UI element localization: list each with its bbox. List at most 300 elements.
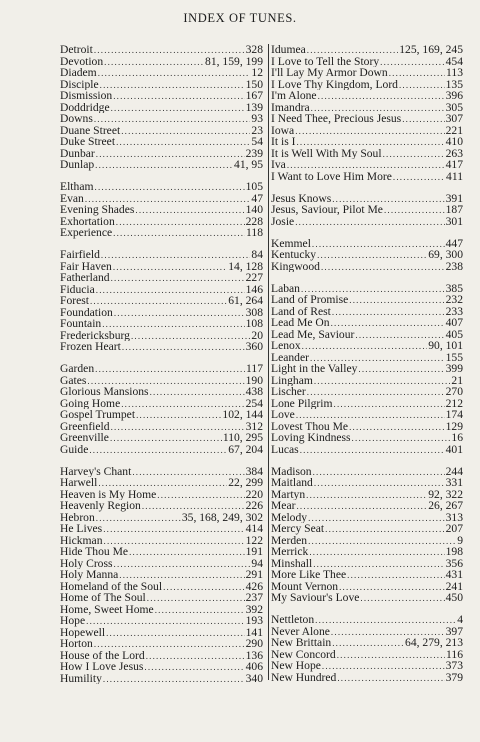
page-numbers: 67, 204 — [228, 443, 263, 456]
dot-leader — [331, 627, 445, 638]
dot-leader — [150, 387, 245, 398]
tune-name: Fredericksburg — [60, 329, 130, 342]
dot-leader — [103, 524, 244, 535]
index-entry — [271, 193, 463, 205]
index-entry — [60, 56, 263, 68]
page-numbers: 92, 322 — [428, 488, 463, 501]
dot-leader — [114, 559, 251, 570]
tune-name: Lone Pilgrim — [271, 397, 333, 410]
page-numbers: 41, 95 — [234, 159, 263, 171]
index-entry — [60, 249, 263, 261]
index-entry — [271, 306, 463, 318]
index-entry — [60, 90, 263, 102]
index-entry — [60, 398, 263, 410]
page-numbers: 191 — [245, 546, 263, 558]
tune-name: Exhortation — [60, 215, 115, 228]
page-numbers: 125, 169, 245 — [399, 44, 463, 56]
dot-leader — [337, 650, 445, 661]
index-entry — [271, 592, 463, 604]
page-numbers: 411 — [446, 170, 463, 182]
page-numbers: 228 — [245, 215, 263, 228]
tune-name: Laban — [271, 282, 300, 295]
tune-name: Forest — [60, 295, 89, 307]
dot-leader — [86, 616, 244, 627]
index-entry — [60, 409, 263, 421]
page-numbers: 379 — [445, 671, 463, 684]
index-entry — [60, 444, 263, 456]
page-numbers: 21 — [451, 374, 463, 387]
page-numbers: 14, 128 — [228, 260, 263, 273]
dot-leader — [101, 250, 250, 261]
index-entry — [271, 546, 463, 558]
tune-name: Iowa — [271, 124, 295, 136]
dot-leader — [95, 160, 233, 171]
index-entry — [271, 136, 463, 148]
page-numbers: 47 — [251, 192, 263, 205]
page-numbers: 20 — [251, 329, 263, 342]
page-numbers: 94 — [251, 557, 263, 570]
page-numbers: 93 — [251, 113, 263, 125]
dot-leader — [113, 228, 245, 239]
index-entry — [271, 352, 463, 364]
dot-leader — [317, 250, 427, 261]
page-numbers: 23 — [251, 124, 263, 136]
page-numbers: 450 — [445, 592, 463, 604]
tune-name: Holy Manna — [60, 569, 119, 581]
page-numbers: 241 — [445, 580, 463, 593]
index-letter-group — [269, 466, 463, 604]
dot-leader — [384, 205, 445, 216]
tune-name: Greenfield — [60, 420, 110, 433]
tune-name: Iva — [271, 159, 286, 171]
dot-leader — [96, 513, 181, 524]
dot-leader — [142, 501, 245, 512]
tune-name: It is Well With My Soul — [271, 147, 382, 159]
dot-leader — [347, 570, 444, 581]
tune-name: Merden — [271, 534, 308, 547]
page-numbers: 232 — [445, 294, 463, 306]
tune-name: Land of Rest — [271, 305, 331, 318]
page-numbers: 9 — [457, 534, 463, 547]
index-letter-group — [60, 466, 263, 685]
page-numbers: 233 — [445, 305, 463, 318]
dot-leader — [318, 91, 445, 102]
tune-name: Foundation — [60, 306, 113, 319]
tune-name: I Love Thy Kingdom, Lord — [271, 78, 398, 90]
index-entry — [60, 363, 263, 375]
index-entry — [60, 193, 263, 205]
tune-name: Harvey's Chant — [60, 465, 132, 478]
tune-name: Disciple — [60, 78, 99, 90]
tune-name: Dunbar — [60, 147, 95, 159]
tune-name: Fountain — [60, 318, 102, 330]
dot-leader — [136, 410, 221, 421]
index-entry — [271, 148, 463, 160]
dot-leader — [96, 285, 245, 296]
page-numbers: 397 — [445, 625, 463, 638]
tune-name: Duke Street — [60, 136, 116, 148]
tune-name: More Like Thee — [271, 569, 347, 581]
dot-leader — [360, 593, 444, 604]
dot-leader — [337, 673, 444, 684]
dot-leader — [322, 661, 445, 672]
tune-name: Hopewell — [60, 626, 106, 639]
tune-name: Devotion — [60, 55, 104, 67]
tune-name: Fairfield — [60, 249, 100, 261]
tune-name: Light in the Valley — [271, 363, 358, 375]
dot-leader — [310, 353, 445, 364]
tune-name: Humility — [60, 672, 102, 685]
page-numbers: 12 — [251, 67, 263, 79]
dot-leader — [104, 536, 245, 547]
tune-name: I Want to Love Him More — [271, 170, 392, 182]
tune-name: My Saviour's Love — [271, 592, 360, 604]
tune-name: Hide Thou Me — [60, 546, 129, 558]
page-numbers: 118 — [246, 227, 263, 239]
dot-leader — [307, 387, 445, 398]
dot-leader — [308, 536, 456, 547]
dot-leader — [308, 513, 445, 524]
dot-leader — [146, 651, 245, 662]
dot-leader — [116, 137, 250, 148]
dot-leader — [94, 45, 245, 56]
dot-leader — [296, 501, 427, 512]
dot-leader — [131, 331, 250, 342]
tune-name: Madison — [271, 465, 312, 478]
index-entry — [60, 650, 263, 662]
index-entry — [60, 661, 263, 673]
dot-leader — [163, 582, 245, 593]
tune-name: Detroit — [60, 44, 93, 56]
index-entry — [60, 159, 263, 171]
tune-name: Mear — [271, 500, 296, 512]
index-entry — [271, 432, 463, 444]
index-entry — [271, 466, 463, 478]
dot-leader — [307, 45, 398, 56]
index-entry — [271, 500, 463, 512]
index-entry — [271, 56, 463, 68]
tune-name: Going Home — [60, 397, 121, 410]
dot-leader — [94, 114, 251, 125]
index-entry — [271, 489, 463, 501]
page-numbers: 81, 159, 199 — [205, 55, 263, 67]
dot-leader — [355, 330, 444, 341]
tune-name: Kingwood — [271, 260, 320, 273]
dot-leader — [314, 376, 451, 387]
page-numbers: 291 — [245, 569, 263, 581]
page-numbers: 438 — [245, 386, 263, 398]
tune-name: Glorious Mansions — [60, 386, 149, 398]
tune-name: I'm Alone — [271, 90, 317, 102]
dot-leader — [314, 478, 445, 489]
dot-leader — [94, 639, 245, 650]
index-entry — [271, 649, 463, 661]
index-entry — [60, 307, 263, 319]
page-numbers: 308 — [245, 306, 263, 319]
dot-leader — [122, 342, 245, 353]
dot-leader — [334, 399, 445, 410]
page-numbers: 146 — [245, 283, 263, 296]
index-entry — [271, 398, 463, 410]
page-numbers: 221 — [445, 124, 463, 136]
dot-leader — [380, 57, 444, 68]
tune-name: Hebron — [60, 511, 95, 524]
tune-name: New Hope — [271, 660, 321, 672]
index-entry — [60, 295, 263, 307]
page-numbers: 340 — [245, 672, 263, 685]
tune-name: Harwell — [60, 477, 98, 489]
tune-name: Martyn — [271, 488, 306, 501]
tune-name: Fiducia — [60, 283, 95, 296]
page-numbers: 174 — [445, 409, 463, 421]
index-entry — [271, 637, 463, 649]
page-numbers: 426 — [245, 580, 263, 593]
page-numbers: 237 — [245, 592, 263, 604]
tune-name: Dunlap — [60, 159, 95, 171]
dot-leader — [129, 547, 245, 558]
index-entry — [60, 261, 263, 273]
dot-leader — [106, 628, 245, 639]
tune-name: Leander — [271, 351, 309, 364]
page-numbers: 385 — [445, 282, 463, 295]
index-entry — [271, 569, 463, 581]
dot-leader — [119, 570, 244, 581]
tune-name: New Concord — [271, 648, 336, 661]
dot-leader — [135, 205, 244, 216]
index-entry — [60, 615, 263, 627]
index-entry — [271, 512, 463, 524]
tune-name: Love — [271, 409, 295, 421]
tune-name: Lucas — [271, 443, 299, 456]
dot-leader — [103, 674, 245, 685]
dot-leader — [111, 273, 245, 284]
tune-name: Duane Street — [60, 124, 121, 136]
dot-leader — [95, 364, 245, 375]
index-letter-group — [60, 44, 263, 171]
tune-name: Maitland — [271, 477, 313, 489]
index-entry — [271, 44, 463, 56]
dot-leader — [300, 445, 445, 456]
dot-leader — [111, 103, 245, 114]
page-numbers: 207 — [445, 523, 463, 535]
index-entry — [271, 626, 463, 638]
index-entry — [271, 363, 463, 375]
tune-name: Never Alone — [271, 625, 330, 638]
index-entry — [271, 581, 463, 593]
dot-leader — [113, 262, 227, 273]
dot-leader — [85, 194, 251, 205]
dot-leader — [358, 364, 444, 375]
page-numbers: 305 — [445, 101, 463, 113]
index-entry — [271, 375, 463, 387]
page-numbers: 167 — [245, 90, 263, 102]
index-entry — [271, 329, 463, 341]
page-numbers: 35, 168, 249, 302 — [181, 511, 263, 524]
tune-name: Holy Cross — [60, 557, 113, 570]
page-numbers: 69, 300 — [428, 249, 463, 261]
dot-leader — [102, 319, 244, 330]
tune-name: Doddridge — [60, 101, 110, 113]
dot-leader — [113, 91, 244, 102]
dot-leader — [402, 114, 444, 125]
index-entry — [271, 558, 463, 570]
tune-name: Merrick — [271, 546, 309, 558]
page-numbers: 102, 144 — [222, 409, 263, 421]
index-letter-group — [269, 193, 463, 228]
page-numbers: 239 — [245, 147, 263, 159]
index-entry — [60, 489, 263, 501]
page-numbers: 356 — [445, 557, 463, 570]
tune-name: Kemmel — [271, 237, 311, 250]
tune-name: New Brittain — [271, 637, 332, 649]
index-entry — [60, 466, 263, 478]
index-entry — [60, 125, 263, 137]
tune-name: Eltham — [60, 181, 94, 193]
dot-leader — [144, 662, 244, 673]
index-entry — [60, 204, 263, 216]
index-letter-group — [60, 181, 263, 239]
tune-name: Evan — [60, 192, 84, 205]
tune-name: Hope — [60, 615, 86, 627]
page-numbers: 220 — [245, 488, 263, 501]
index-letter-group — [60, 363, 263, 455]
index-entry — [60, 79, 263, 91]
dot-leader — [313, 559, 444, 570]
page-numbers: 226 — [245, 500, 263, 512]
tune-name: Fair Haven — [60, 260, 112, 273]
tune-name: Guide — [60, 443, 89, 456]
tune-name: Garden — [60, 363, 95, 375]
index-entry — [60, 523, 263, 535]
dot-leader — [90, 296, 227, 307]
page-numbers: 238 — [445, 260, 463, 273]
index-entry — [60, 638, 263, 650]
index-entry — [271, 614, 463, 626]
tune-name: Land of Promise — [271, 294, 349, 306]
tune-name: Nettleton — [271, 614, 315, 626]
index-entry — [271, 535, 463, 547]
index-entry — [271, 409, 463, 421]
dot-leader — [301, 284, 445, 295]
index-letter-group — [60, 249, 263, 353]
dot-leader — [95, 182, 245, 193]
index-entry — [271, 294, 463, 306]
tune-name: New Hundred — [271, 671, 337, 684]
page-numbers: 54 — [251, 136, 263, 148]
page-numbers: 136 — [245, 649, 263, 662]
index-entry — [271, 171, 463, 183]
page-numbers: 22, 299 — [228, 477, 263, 489]
index-entry — [271, 238, 463, 250]
tune-name: Gospel Trumpet — [60, 409, 136, 421]
index-entry — [271, 444, 463, 456]
tune-name: Gates — [60, 374, 87, 387]
dot-leader — [306, 490, 427, 501]
tune-name: It is I — [271, 136, 296, 148]
page-numbers: 113 — [446, 67, 463, 79]
tune-name: Homeland of the Soul — [60, 580, 163, 593]
tune-name: Lovest Thou Me — [271, 420, 349, 433]
page-numbers: 263 — [445, 147, 463, 159]
tune-name: Evening Shades — [60, 204, 135, 216]
index-entry — [271, 249, 463, 261]
tune-name: Dismission — [60, 90, 113, 102]
tune-name: Lischer — [271, 386, 306, 398]
page-numbers: 313 — [445, 511, 463, 524]
page-numbers: 90, 101 — [428, 340, 463, 352]
dot-leader — [121, 126, 250, 137]
page-numbers: 254 — [245, 397, 263, 410]
dot-leader — [100, 80, 245, 91]
index-entry — [60, 421, 263, 433]
index-entry — [60, 181, 263, 193]
dot-leader — [349, 422, 445, 433]
tune-name: Loving Kindness — [271, 432, 351, 444]
index-entry — [60, 386, 263, 398]
dot-leader — [295, 217, 444, 228]
tune-name: Lingham — [271, 374, 313, 387]
dot-leader — [339, 582, 445, 593]
page-numbers: 227 — [245, 272, 263, 284]
page-numbers: 139 — [245, 101, 263, 113]
index-entry — [271, 477, 463, 489]
index-entry — [60, 330, 263, 342]
dot-leader — [321, 262, 445, 273]
index-entry — [271, 421, 463, 433]
page-numbers: 431 — [445, 569, 463, 581]
index-entry — [60, 432, 263, 444]
page-numbers: 399 — [445, 363, 463, 375]
index-entry — [60, 535, 263, 547]
tune-name: Hickman — [60, 534, 103, 547]
index-entry — [60, 604, 263, 616]
dot-leader — [111, 422, 245, 433]
dot-leader — [315, 615, 456, 626]
tune-name: Jesus Knows — [271, 192, 332, 205]
dot-leader — [296, 137, 444, 148]
tune-name: Horton — [60, 638, 93, 650]
page-numbers: 328 — [245, 44, 263, 56]
index-entry — [60, 546, 263, 558]
tune-name: Heaven is My Home — [60, 488, 157, 501]
dot-leader — [311, 103, 445, 114]
page-numbers: 414 — [245, 523, 263, 535]
index-entry — [60, 558, 263, 570]
index-entry — [60, 673, 263, 685]
tune-name: Heavenly Region — [60, 500, 141, 512]
page-numbers: 270 — [445, 386, 463, 398]
dot-leader — [332, 307, 445, 318]
page-numbers: 116 — [446, 648, 463, 661]
tune-name: Mount Vernon — [271, 580, 339, 593]
index-entry — [271, 67, 463, 79]
tune-name: He Lives — [60, 523, 103, 535]
tune-name: Josie — [271, 215, 295, 228]
tune-name: I Love to Tell the Story — [271, 55, 380, 67]
index-entry — [271, 102, 463, 114]
page-title: INDEX OF TUNES. — [183, 11, 297, 25]
page-numbers: 129 — [445, 420, 463, 433]
index-entry — [60, 272, 263, 284]
dot-leader — [87, 376, 244, 387]
page-numbers: 110, 295 — [222, 432, 263, 444]
page-numbers: 417 — [445, 159, 463, 171]
page-numbers: 193 — [245, 615, 263, 627]
index-entry — [60, 136, 263, 148]
dot-leader — [287, 160, 445, 171]
page-numbers: 4 — [457, 614, 463, 626]
tune-name: Home of The Soul — [60, 592, 146, 604]
